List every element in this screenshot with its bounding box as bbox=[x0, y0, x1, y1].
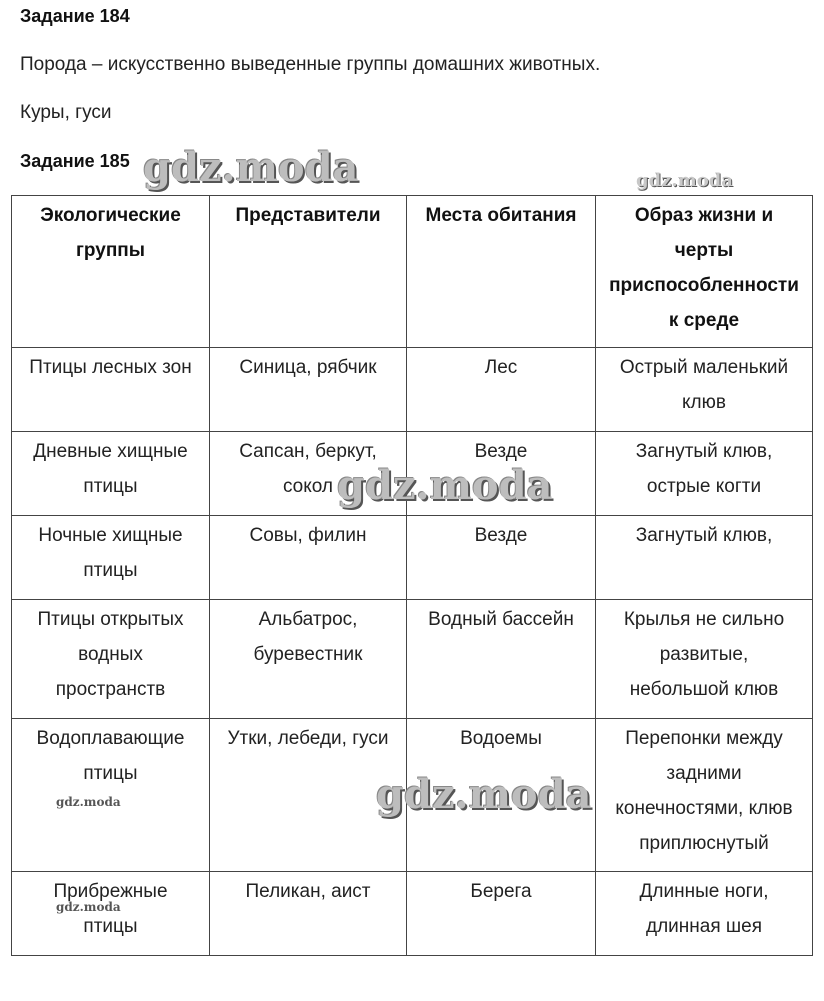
table-cell bbox=[596, 432, 813, 516]
watermark: gdz.moda bbox=[376, 771, 592, 818]
table-cell bbox=[596, 516, 813, 600]
watermark: gdz.moda bbox=[56, 900, 121, 914]
table-cell bbox=[407, 872, 596, 956]
cell-line: небольшой клюв bbox=[629, 679, 779, 700]
cell-line: острые когти bbox=[646, 476, 762, 497]
cell-line: Перепонки между bbox=[625, 728, 783, 749]
cell-line: Водный бассейн bbox=[428, 609, 574, 630]
watermark: gdz.moda bbox=[56, 795, 121, 809]
table-header-cell bbox=[210, 196, 407, 348]
watermark: gdz.moda bbox=[636, 170, 733, 191]
table-header-cell bbox=[407, 196, 596, 348]
table-cell bbox=[210, 432, 407, 516]
cell-line: водных bbox=[78, 644, 143, 665]
table-cell bbox=[407, 516, 596, 600]
cell-line: пространств bbox=[55, 679, 166, 700]
cell-line: Экологические bbox=[40, 205, 181, 226]
cell-line: Птицы открытых bbox=[37, 609, 184, 630]
cell-line: Дневные хищные bbox=[33, 441, 188, 462]
cell-line: к среде bbox=[668, 310, 740, 331]
table-header-cell bbox=[12, 196, 210, 348]
table-header-row bbox=[12, 196, 813, 348]
table-cell bbox=[210, 516, 407, 600]
table-row bbox=[12, 600, 813, 719]
cell-line: птицы bbox=[83, 476, 138, 497]
table-cell bbox=[596, 872, 813, 956]
table-cell bbox=[12, 600, 210, 719]
cell-line: Синица, рябчик bbox=[239, 357, 377, 378]
cell-line: задними bbox=[666, 763, 742, 784]
cell-line: Совы, филин bbox=[249, 525, 367, 546]
cell-line: Места обитания bbox=[425, 205, 577, 226]
table-cell bbox=[407, 348, 596, 432]
table-cell bbox=[210, 872, 407, 956]
cell-line: Альбатрос, bbox=[258, 609, 358, 630]
table-cell bbox=[12, 872, 210, 956]
task-184-heading: Задание 184 bbox=[20, 6, 130, 26]
table-row bbox=[12, 872, 813, 956]
cell-line: Пеликан, аист bbox=[245, 881, 371, 902]
cell-line: птицы bbox=[83, 560, 138, 581]
cell-line: птицы bbox=[83, 916, 138, 937]
cell-line: буревестник bbox=[253, 644, 363, 665]
table-cell bbox=[596, 719, 813, 872]
table-row bbox=[12, 719, 813, 872]
table-cell bbox=[12, 719, 210, 872]
table-cell bbox=[210, 719, 407, 872]
cell-line: Птицы лесных зон bbox=[29, 357, 192, 378]
table-cell bbox=[12, 348, 210, 432]
task-184-answer: Куры, гуси bbox=[20, 102, 112, 123]
ecological-groups-table bbox=[11, 195, 813, 956]
table-cell bbox=[407, 600, 596, 719]
table-header-cell bbox=[596, 196, 813, 348]
cell-line: группы bbox=[75, 240, 145, 261]
cell-line: Образ жизни и bbox=[634, 205, 774, 226]
cell-line: сокол bbox=[282, 476, 334, 497]
cell-line: приплюснутый bbox=[639, 833, 769, 854]
cell-line: Представители bbox=[235, 205, 381, 226]
cell-line: Крылья не сильно bbox=[623, 609, 785, 630]
cell-line: Ночные хищные bbox=[38, 525, 183, 546]
watermark: gdz.moda bbox=[143, 144, 359, 191]
table-row bbox=[12, 516, 813, 600]
task-184-definition: Порода – искусственно выведенные группы домашних животных. bbox=[20, 54, 601, 75]
cell-line: Лес bbox=[484, 357, 518, 378]
cell-line: Везде bbox=[474, 525, 528, 546]
cell-line: Загнутый клюв, bbox=[635, 525, 773, 546]
table-cell bbox=[12, 516, 210, 600]
cell-line: конечностями, клюв bbox=[615, 798, 793, 819]
task-185-heading: Задание 185 bbox=[20, 151, 130, 171]
table-cell bbox=[407, 432, 596, 516]
table-row bbox=[12, 348, 813, 432]
table-cell bbox=[12, 432, 210, 516]
table-cell bbox=[407, 719, 596, 872]
cell-line: Везде bbox=[474, 441, 528, 462]
cell-line: Сапсан, беркут, bbox=[239, 441, 377, 462]
table-cell bbox=[596, 348, 813, 432]
cell-line: черты bbox=[674, 240, 734, 261]
watermark: gdz.moda bbox=[337, 462, 553, 509]
cell-line: клюв bbox=[682, 392, 726, 413]
cell-line: длинная шея bbox=[645, 916, 762, 937]
table-cell bbox=[210, 600, 407, 719]
cell-line: приспособленности bbox=[609, 275, 799, 296]
cell-line: Утки, лебеди, гуси bbox=[227, 728, 389, 749]
cell-line: Водоемы bbox=[460, 728, 542, 749]
cell-line: Водоплавающие bbox=[36, 728, 185, 749]
table-row bbox=[12, 432, 813, 516]
cell-line: Прибрежные bbox=[53, 881, 168, 902]
cell-line: Острый маленький bbox=[619, 357, 789, 378]
table-cell bbox=[210, 348, 407, 432]
cell-line: Загнутый клюв, bbox=[635, 441, 773, 462]
cell-line: развитые, bbox=[659, 644, 749, 665]
cell-line: Длинные ноги, bbox=[639, 881, 769, 902]
cell-line: птицы bbox=[83, 763, 138, 784]
cell-line: Берега bbox=[470, 881, 532, 902]
table-cell bbox=[596, 600, 813, 719]
